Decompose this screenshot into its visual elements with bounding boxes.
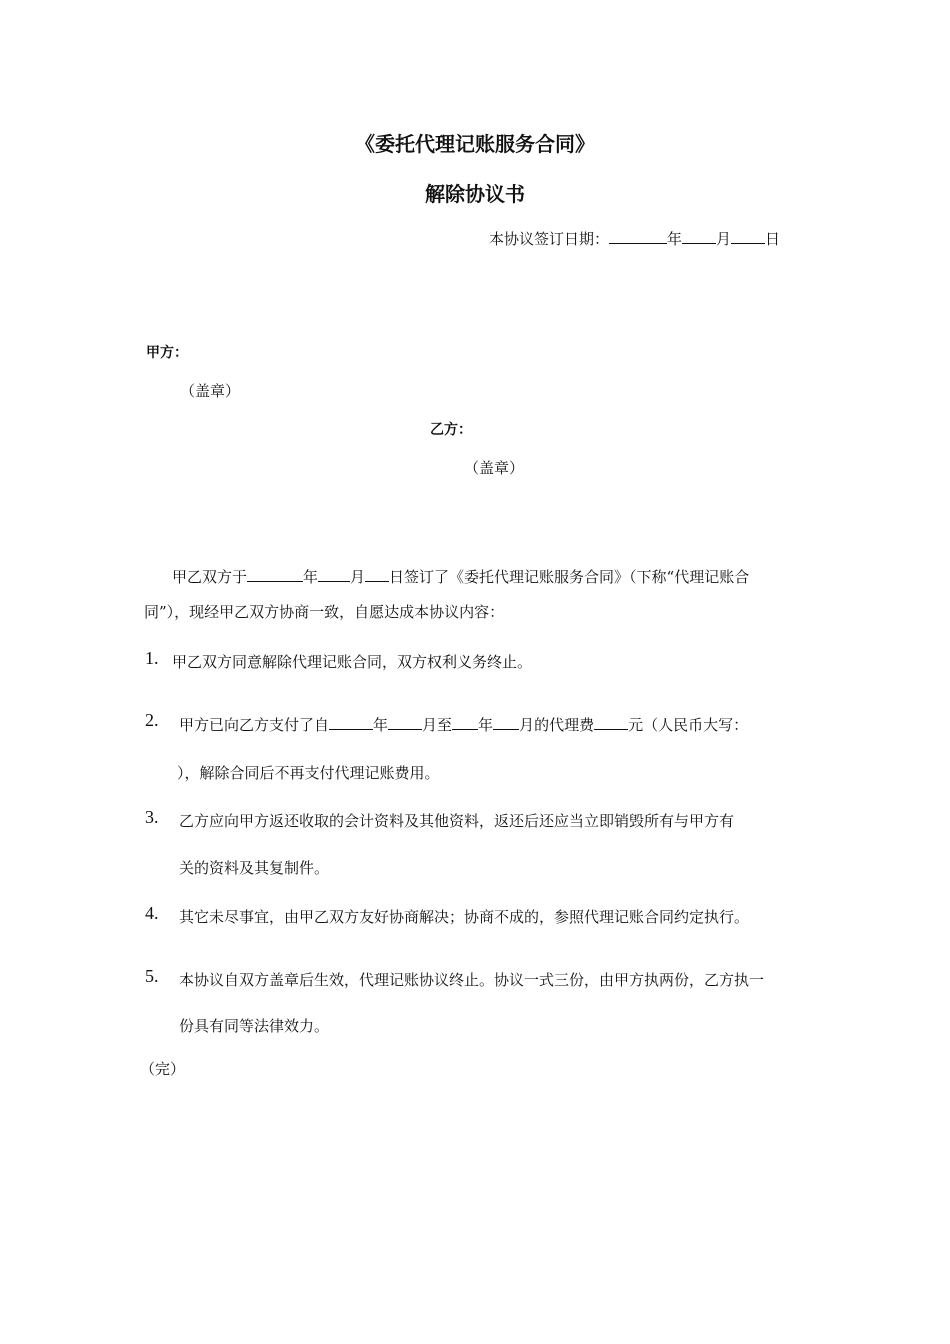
clause-fragment: 年 (478, 715, 494, 734)
year-label: 年 (667, 229, 683, 248)
clause-number: 2. (145, 710, 159, 730)
clause-text-line-2: ），解除合同后不再支付代理记账费用。 (177, 764, 440, 782)
from-month-blank[interactable] (388, 713, 422, 730)
clause-text-line-2: 份具有同等法律效力。 (179, 1017, 330, 1035)
clause-text: 甲乙双方同意解除代理记账合同，双方权利义务终止。 (172, 653, 533, 671)
from-year-blank[interactable] (329, 713, 373, 730)
clause-text: 其它未尽事宜，由甲乙双方友好协商解决；协商不成的，参照代理记账合同约定执行。 (179, 908, 750, 926)
document-title: 《委托代理记账服务合同》 (355, 132, 595, 156)
clause-number: 3. (145, 807, 159, 827)
clause-fragment: 月至 (422, 715, 453, 734)
to-year-blank[interactable] (452, 713, 478, 730)
year-blank[interactable] (609, 227, 667, 244)
intro-year-blank[interactable] (247, 565, 303, 582)
clause-text (179, 713, 748, 735)
signing-date-label: 本协议签订日期： (489, 229, 610, 248)
clause-text-line-2: 关的资料及其复制件。 (179, 859, 330, 877)
intro-text: 甲乙双方于 (172, 567, 248, 586)
signing-date (489, 227, 780, 249)
intro-year-label: 年 (303, 567, 319, 586)
clause-fragment: 甲方已向乙方支付了自 (179, 715, 330, 734)
clause-number: 1. (145, 648, 159, 668)
party-a-seal: （盖章） (180, 382, 241, 400)
clause-number: 5. (145, 966, 159, 986)
intro-text: 日签订了《委托代理记账服务合同》（下称“代理记账合 (389, 567, 750, 586)
month-blank[interactable] (682, 227, 716, 244)
intro-day-blank[interactable] (365, 565, 389, 582)
day-label: 日 (765, 229, 781, 248)
clause-fragment: 年 (373, 715, 389, 734)
party-b-label: 乙方： (430, 422, 472, 438)
clause-text: 本协议自双方盖章后生效，代理记账协议终止。协议一式三份，由甲方执两份，乙方执一 (179, 971, 765, 989)
to-month-blank[interactable] (493, 713, 519, 730)
clause-text: 乙方应向甲方返还收取的会计资料及其他资料，返还后还应当立即销毁所有与甲方有 (179, 812, 735, 830)
month-label: 月 (716, 229, 732, 248)
document-subtitle: 解除协议书 (425, 182, 525, 206)
clause-number: 4. (145, 903, 159, 923)
end-mark: （完） (140, 1060, 186, 1078)
intro-line-1 (172, 565, 749, 587)
clause-fragment: 月的代理费 (519, 715, 595, 734)
day-blank[interactable] (731, 227, 765, 244)
intro-month-blank[interactable] (318, 565, 350, 582)
clause-fragment: 元（人民币大写： (628, 715, 749, 734)
fee-amount-blank[interactable] (594, 713, 628, 730)
party-b-seal: （盖章） (464, 459, 525, 477)
intro-month-label: 月 (350, 567, 366, 586)
intro-line-2: 同”），现经甲乙双方协商一致，自愿达成本协议内容： (144, 603, 505, 621)
party-a-label: 甲方： (146, 345, 188, 361)
